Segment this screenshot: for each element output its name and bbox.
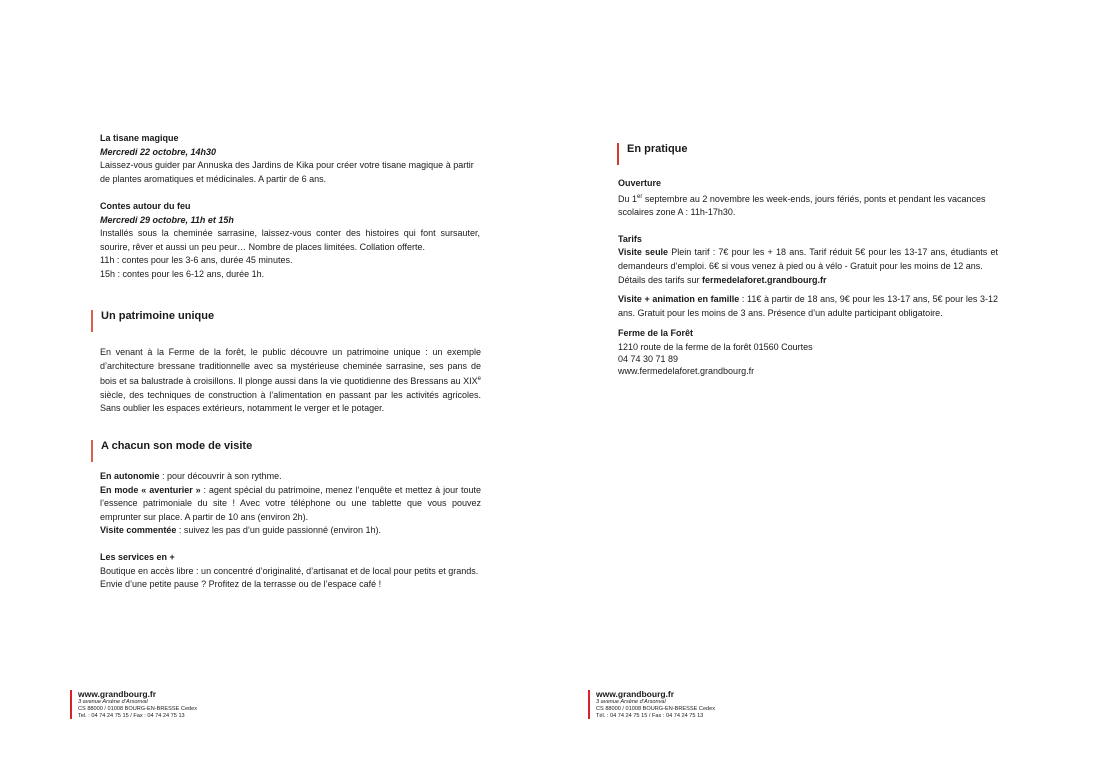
footer-right: [588, 690, 715, 719]
event-title: La tisane magique: [100, 133, 179, 143]
event-tisane: [100, 132, 480, 186]
footer-cs: CS 88000 / 01008 BOURG-EN-BRESSE Cedex: [596, 705, 716, 712]
services-line: Boutique en accès libre : un concentré d’originalité, d’artisanat et de local pour petits et grands.: [100, 565, 479, 576]
superscript: er: [637, 193, 643, 200]
visite-autonomie: [100, 470, 481, 484]
superscript: e: [477, 376, 481, 383]
event-contes: [100, 200, 480, 282]
text: septembre au 2 novembre les week-ends, jours fériés, ponts et pendant les vacances scolaires zone A : 11h-17h30.: [618, 193, 986, 218]
ouverture-title: Ouverture: [618, 178, 662, 188]
label: Visite + animation en famille: [618, 294, 740, 305]
visite-aventurier: [100, 484, 481, 525]
paragraph-text: siècle, des techniques de construction à l’alimentation en passant par les activités agricoles. Sans oublier les espaces extérieurs, notamment le verger et le potager.: [100, 389, 481, 414]
contact-address: 1210 route de la ferme de la forêt 01560 Courtes: [618, 341, 813, 352]
text: Du 1: [618, 193, 638, 204]
footer-url[interactable]: www.grandbourg.fr: [596, 689, 675, 699]
text: : suivez les pas d’un guide passionné (environ 1h).: [176, 525, 381, 536]
text: : agent spécial du patrimoine, menez l’enquête et mettez à jour toute l’essence patrimoniale du site ! Avec votre téléphone ou une tablette que vous pouvez emprunter sur place. A partir de 10 ans (environ 2h).: [100, 484, 481, 522]
event-schedule-line: 11h : contes pour les 3-6 ans, durée 45 minutes.: [100, 255, 293, 266]
section-heading-text: En pratique: [627, 143, 688, 155]
tarif-details: [618, 274, 998, 288]
event-date: Mercredi 22 octobre, 14h30: [100, 146, 217, 157]
section-heading-text: Un patrimoine unique: [101, 310, 215, 322]
text: : pour découvrir à son rythme.: [159, 471, 282, 481]
text: Plein tarif : 7€ pour les + 18 ans. Tarif réduit 5€ pour les 13-17 ans, étudiants et demandeurs d’emploi. 6€ si vous venez à pied ou à vélo - Gratuit pour les moins de 12 ans.: [618, 247, 998, 271]
tarif-famille: [618, 293, 998, 320]
label: En autonomie: [100, 471, 160, 481]
footer-address: 3 avenue Arsène d’Arsonval: [596, 699, 666, 705]
ouverture-text: [618, 191, 998, 220]
label: Visite commentée: [100, 525, 177, 536]
tarif-visite-seule: [618, 246, 998, 273]
event-title: Contes autour du feu: [100, 201, 191, 211]
visite-section: [100, 470, 481, 592]
footer-address: 3 avenue Arsène d’Arsonval: [78, 699, 148, 705]
footer-tel: Tél. : 04 74 24 75 15 / Fax : 04 74 24 75 13: [596, 712, 704, 719]
label: Visite seule: [618, 247, 669, 258]
patrimoine-section: [100, 346, 481, 416]
services-line: Envie d’une petite pause ? Profitez de la terrasse ou de l’espace café !: [100, 579, 382, 590]
paragraph-text: En venant à la Ferme de la forêt, le public découvre un patrimoine unique : un exemple d’architecture bressane traditionnelle avec sa mystérieuse cheminée sarrasine, ses pans de bois et sa balustrade à croisillons. Il plonge aussi dans la vie quotidienne des Bressans au XIX: [100, 347, 481, 387]
section-heading-pratique: [617, 143, 688, 165]
event-schedule-line: 15h : contes pour les 6-12 ans, durée 1h.: [100, 268, 265, 279]
section-heading-visite: [91, 440, 252, 462]
pratique-section: [618, 177, 998, 377]
left-page: [0, 0, 551, 782]
contact-web[interactable]: www.fermedelaforet.grandbourg.fr: [618, 365, 755, 376]
right-page: [551, 0, 1103, 782]
text: : 11€ à partir de 18 ans, 9€ pour les 13-17 ans, 5€ pour les 3-12 ans. Gratuit pour les moins de 3 ans. Présence d’un adulte participant obligatoire.: [618, 294, 998, 318]
label: En mode « aventurier »: [100, 484, 201, 495]
contact-phone: 04 74 30 71 89: [618, 353, 679, 364]
visite-commentee: [100, 524, 481, 538]
text: Détails des tarifs sur: [618, 274, 703, 285]
section-heading-patrimoine: [91, 310, 214, 332]
tarifs-title: Tarifs: [618, 233, 642, 244]
footer-tel: Tel. : 04 74 24 75 15 / Fax : 04 74 24 75 13: [78, 712, 185, 719]
services-title: Les services en +: [100, 551, 175, 562]
patrimoine-paragraph: [100, 346, 481, 416]
footer-left: [70, 690, 197, 719]
section-heading-text: A chacun son mode de visite: [101, 440, 253, 452]
details-link[interactable]: fermedelaforet.grandbourg.fr: [702, 274, 827, 285]
event-description: Laissez-vous guider par Annuska des Jardins de Kika pour créer votre tisane magique à partir de plantes aromatiques et médicinales. A partir de 6 ans.: [100, 160, 474, 184]
footer-url[interactable]: www.grandbourg.fr: [78, 689, 157, 699]
contact-name: Ferme de la Forêt: [618, 328, 694, 339]
event-description: Installés sous la cheminée sarrasine, laissez-vous conter des histoires qui font sursauter, sourire, rêver et aussi un peu peur… Nombre de places limitées. Collation offerte.: [100, 228, 480, 252]
event-date: Mercredi 29 octobre, 11h et 15h: [100, 214, 234, 225]
footer-cs: CS 88000 / 01008 BOURG-EN-BRESSE Cedex: [78, 705, 198, 712]
